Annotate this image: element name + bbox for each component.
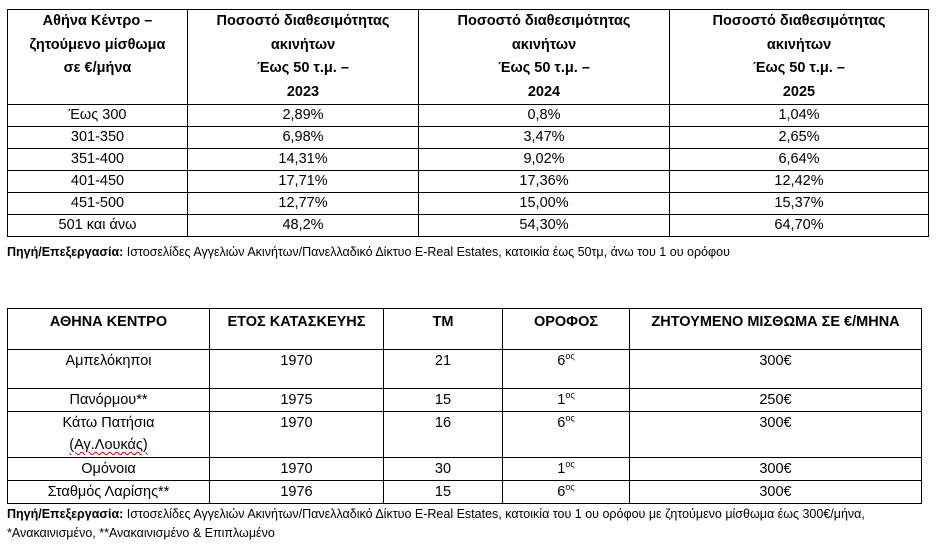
header-sqm: ΤΜ <box>384 309 503 350</box>
area-extra: (Αγ.Λουκάς) <box>69 437 148 453</box>
table-row <box>8 149 929 171</box>
header-line: 2023 <box>286 83 320 100</box>
cell-sqm: 16 <box>384 412 503 458</box>
header-line: Ποσοστό διαθεσιμότητας <box>216 13 390 29</box>
cell-rent: 300€ <box>630 458 922 481</box>
cell-floor <box>503 458 630 481</box>
cell-2025: 2,65% <box>670 127 929 149</box>
table-row <box>8 127 929 149</box>
floor-number: 6 <box>557 415 566 431</box>
cell-2023: 48,2% <box>188 215 419 237</box>
cell-2025: 64,70% <box>670 215 929 237</box>
cell-year: 1975 <box>210 389 384 412</box>
cell-2024: 17,36% <box>419 171 670 193</box>
cell-2025: 12,42% <box>670 171 929 193</box>
cell-area: Σταθμός Λαρίσης** <box>8 481 210 504</box>
cell-2024: 54,30% <box>419 215 670 237</box>
cell-2023: 2,89% <box>188 105 419 127</box>
cell-2025: 1,04% <box>670 105 929 127</box>
floor-suffix: ος <box>565 413 575 423</box>
cell-sqm: 15 <box>384 481 503 504</box>
cell-floor <box>503 389 630 412</box>
table-row <box>8 171 929 193</box>
header-line: Ποσοστό διαθεσιμότητας <box>712 13 886 29</box>
listings-header-row <box>8 309 922 350</box>
cell-floor <box>503 412 630 458</box>
header-2023 <box>188 10 419 105</box>
header-2025 <box>670 10 929 105</box>
header-line: Έως 50 τ.μ. – <box>257 60 349 76</box>
header-line: Έως 50 τ.μ. – <box>753 60 845 76</box>
availability-header-row <box>8 10 929 105</box>
source-text: Ιστοσελίδες Αγγελιών Ακινήτων/Πανελλαδικό Δίκτυο E-Real Estates, κατοικία έως 50τμ, άνω του 1 ου ορόφου <box>123 245 730 259</box>
header-floor: ΟΡΟΦΟΣ <box>503 309 630 350</box>
floor-number: 1 <box>557 392 566 408</box>
cell-sqm: 15 <box>384 389 503 412</box>
cell-rent-range: 301-350 <box>8 127 188 149</box>
floor-number: 1 <box>557 461 566 477</box>
floor-suffix: ος <box>565 482 575 492</box>
table-row <box>8 458 922 481</box>
cell-2023: 14,31% <box>188 149 419 171</box>
cell-rent-range: 501 και άνω <box>8 215 188 237</box>
header-line: ακινήτων <box>270 36 336 53</box>
cell-2024: 0,8% <box>419 105 670 127</box>
cell-2024: 15,00% <box>419 193 670 215</box>
cell-rent-range: 451-500 <box>8 193 188 215</box>
table-row <box>8 389 922 412</box>
table-row <box>8 193 929 215</box>
cell-2023: 17,71% <box>188 171 419 193</box>
floor-number: 6 <box>557 353 566 369</box>
cell-2025: 6,64% <box>670 149 929 171</box>
floor-number: 6 <box>557 484 566 500</box>
header-line: ακινήτων <box>766 36 832 53</box>
cell-2023: 6,98% <box>188 127 419 149</box>
cell-rent-range: Έως 300 <box>8 105 188 127</box>
cell-area <box>8 412 210 458</box>
header-line: Έως 50 τ.μ. – <box>498 60 590 76</box>
header-line: 2025 <box>782 83 816 100</box>
cell-rent: 300€ <box>630 481 922 504</box>
cell-year: 1970 <box>210 350 384 389</box>
table-row <box>8 105 929 127</box>
cell-rent-range: 401-450 <box>8 171 188 193</box>
table-row <box>8 481 922 504</box>
table-row <box>8 412 922 458</box>
cell-floor <box>503 350 630 389</box>
cell-area: Αμπελόκηποι <box>8 350 210 389</box>
cell-floor <box>503 481 630 504</box>
header-line: Αθήνα Κέντρο – <box>42 13 153 29</box>
source-label: Πηγή/Επεξεργασία: <box>7 507 124 521</box>
header-rent-range <box>8 10 188 105</box>
table-row <box>8 215 929 237</box>
header-2024 <box>419 10 670 105</box>
cell-sqm: 21 <box>384 350 503 389</box>
cell-area: Πανόρμου** <box>8 389 210 412</box>
source-note-2 <box>7 505 922 543</box>
header-line: σε €/μήνα <box>63 60 132 76</box>
header-year: ΕΤΟΣ ΚΑΤΑΣΚΕΥΗΣ <box>210 309 384 350</box>
cell-rent-range: 351-400 <box>8 149 188 171</box>
header-line: ζητούμενο μίσθωμα <box>29 36 166 53</box>
availability-table <box>7 9 929 237</box>
cell-2024: 9,02% <box>419 149 670 171</box>
cell-rent: 300€ <box>630 412 922 458</box>
cell-2024: 3,47% <box>419 127 670 149</box>
area-name: Κάτω Πατήσια <box>62 415 155 431</box>
floor-suffix: ος <box>565 390 575 400</box>
cell-sqm: 30 <box>384 458 503 481</box>
header-area: ΑΘΗΝΑ ΚΕΝΤΡΟ <box>8 309 210 350</box>
header-line: ακινήτων <box>511 36 577 53</box>
table-row <box>8 350 922 389</box>
floor-suffix: ος <box>565 459 575 469</box>
source-label: Πηγή/Επεξεργασία: <box>7 245 124 259</box>
source-note-1 <box>7 242 730 262</box>
header-line: 2024 <box>527 83 561 100</box>
cell-rent: 250€ <box>630 389 922 412</box>
header-rent: ΖΗΤΟΥΜΕΝΟ ΜΙΣΘΩΜΑ ΣΕ €/ΜΗΝΑ <box>630 309 922 350</box>
cell-year: 1976 <box>210 481 384 504</box>
cell-year: 1970 <box>210 412 384 458</box>
cell-2025: 15,37% <box>670 193 929 215</box>
source-text: Ιστοσελίδες Αγγελιών Ακινήτων/Πανελλαδικό Δίκτυο E-Real Estates, κατοικία του 1 ου ορόφου με ζητούμενο μίσθωμα έως 300€/μήνα, *Ανακαινισμένο, **Ανακαινισμένο & Επιπλωμένο <box>7 507 865 540</box>
cell-rent: 300€ <box>630 350 922 389</box>
listings-table <box>7 308 922 504</box>
cell-area: Ομόνοια <box>8 458 210 481</box>
header-line: Ποσοστό διαθεσιμότητας <box>457 13 631 29</box>
floor-suffix: ος <box>565 351 575 361</box>
cell-year: 1970 <box>210 458 384 481</box>
cell-2023: 12,77% <box>188 193 419 215</box>
